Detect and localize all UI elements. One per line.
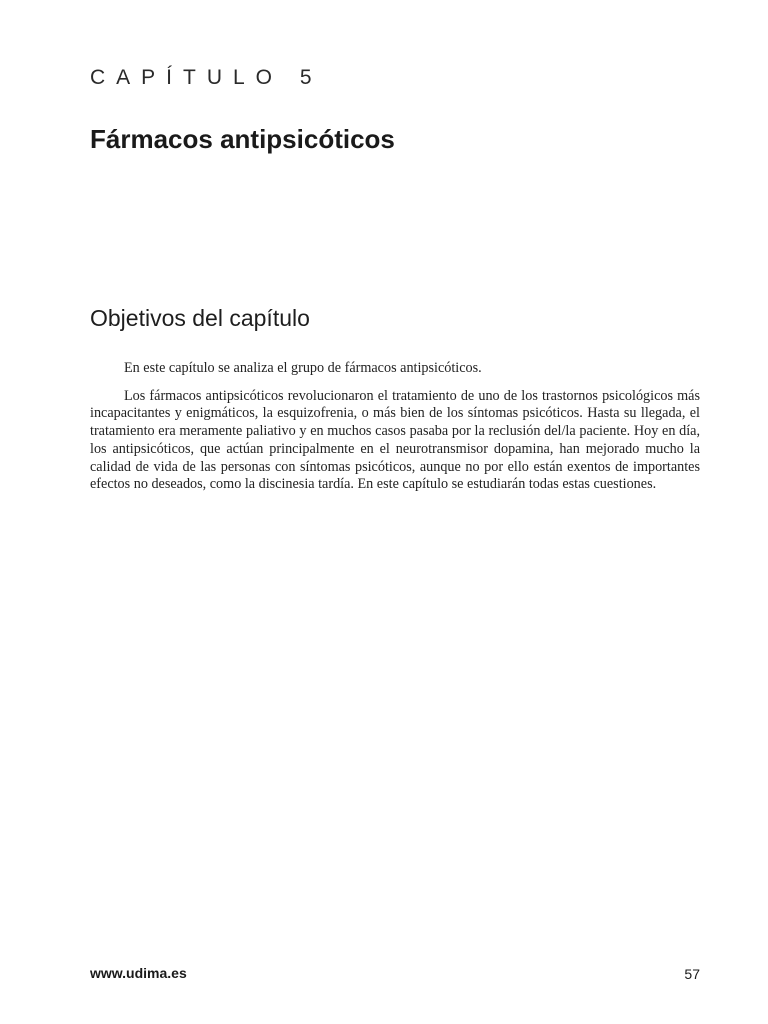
paragraph-main: Los fármacos antipsicóticos revolucionaron el tratamiento de uno de los trastornos psicológicos más incapacitantes y enigmáticos, la esquizofrenia, o más bien de los síntomas psicóticos. Hasta su llegada, el tratamiento era meramente paliativo y en muchos casos pasaba por la reclusión del/la paciente. Hoy en día, los antipsicóticos, que actúan principalmente en el neurotransmisor dopamina, han mejorado mucho la calidad de vida de las personas con síntomas psicóticos, aunque no por ello están exentos de importantes efectos no deseados, como la discinesia tardía. En este capítulo se estudiarán todas estas cuestiones.	[90, 387, 700, 493]
page-number: 57	[684, 966, 700, 982]
chapter-title: Fármacos antipsicóticos	[90, 124, 395, 154]
footer-url: www.udima.es	[90, 965, 187, 981]
chapter-label: CAPÍTULO 5	[90, 66, 323, 89]
section-heading: Objetivos del capítulo	[90, 305, 310, 331]
section-body	[90, 360, 700, 504]
paragraph-intro: En este capítulo se analiza el grupo de fármacos antipsicóticos.	[124, 360, 482, 376]
